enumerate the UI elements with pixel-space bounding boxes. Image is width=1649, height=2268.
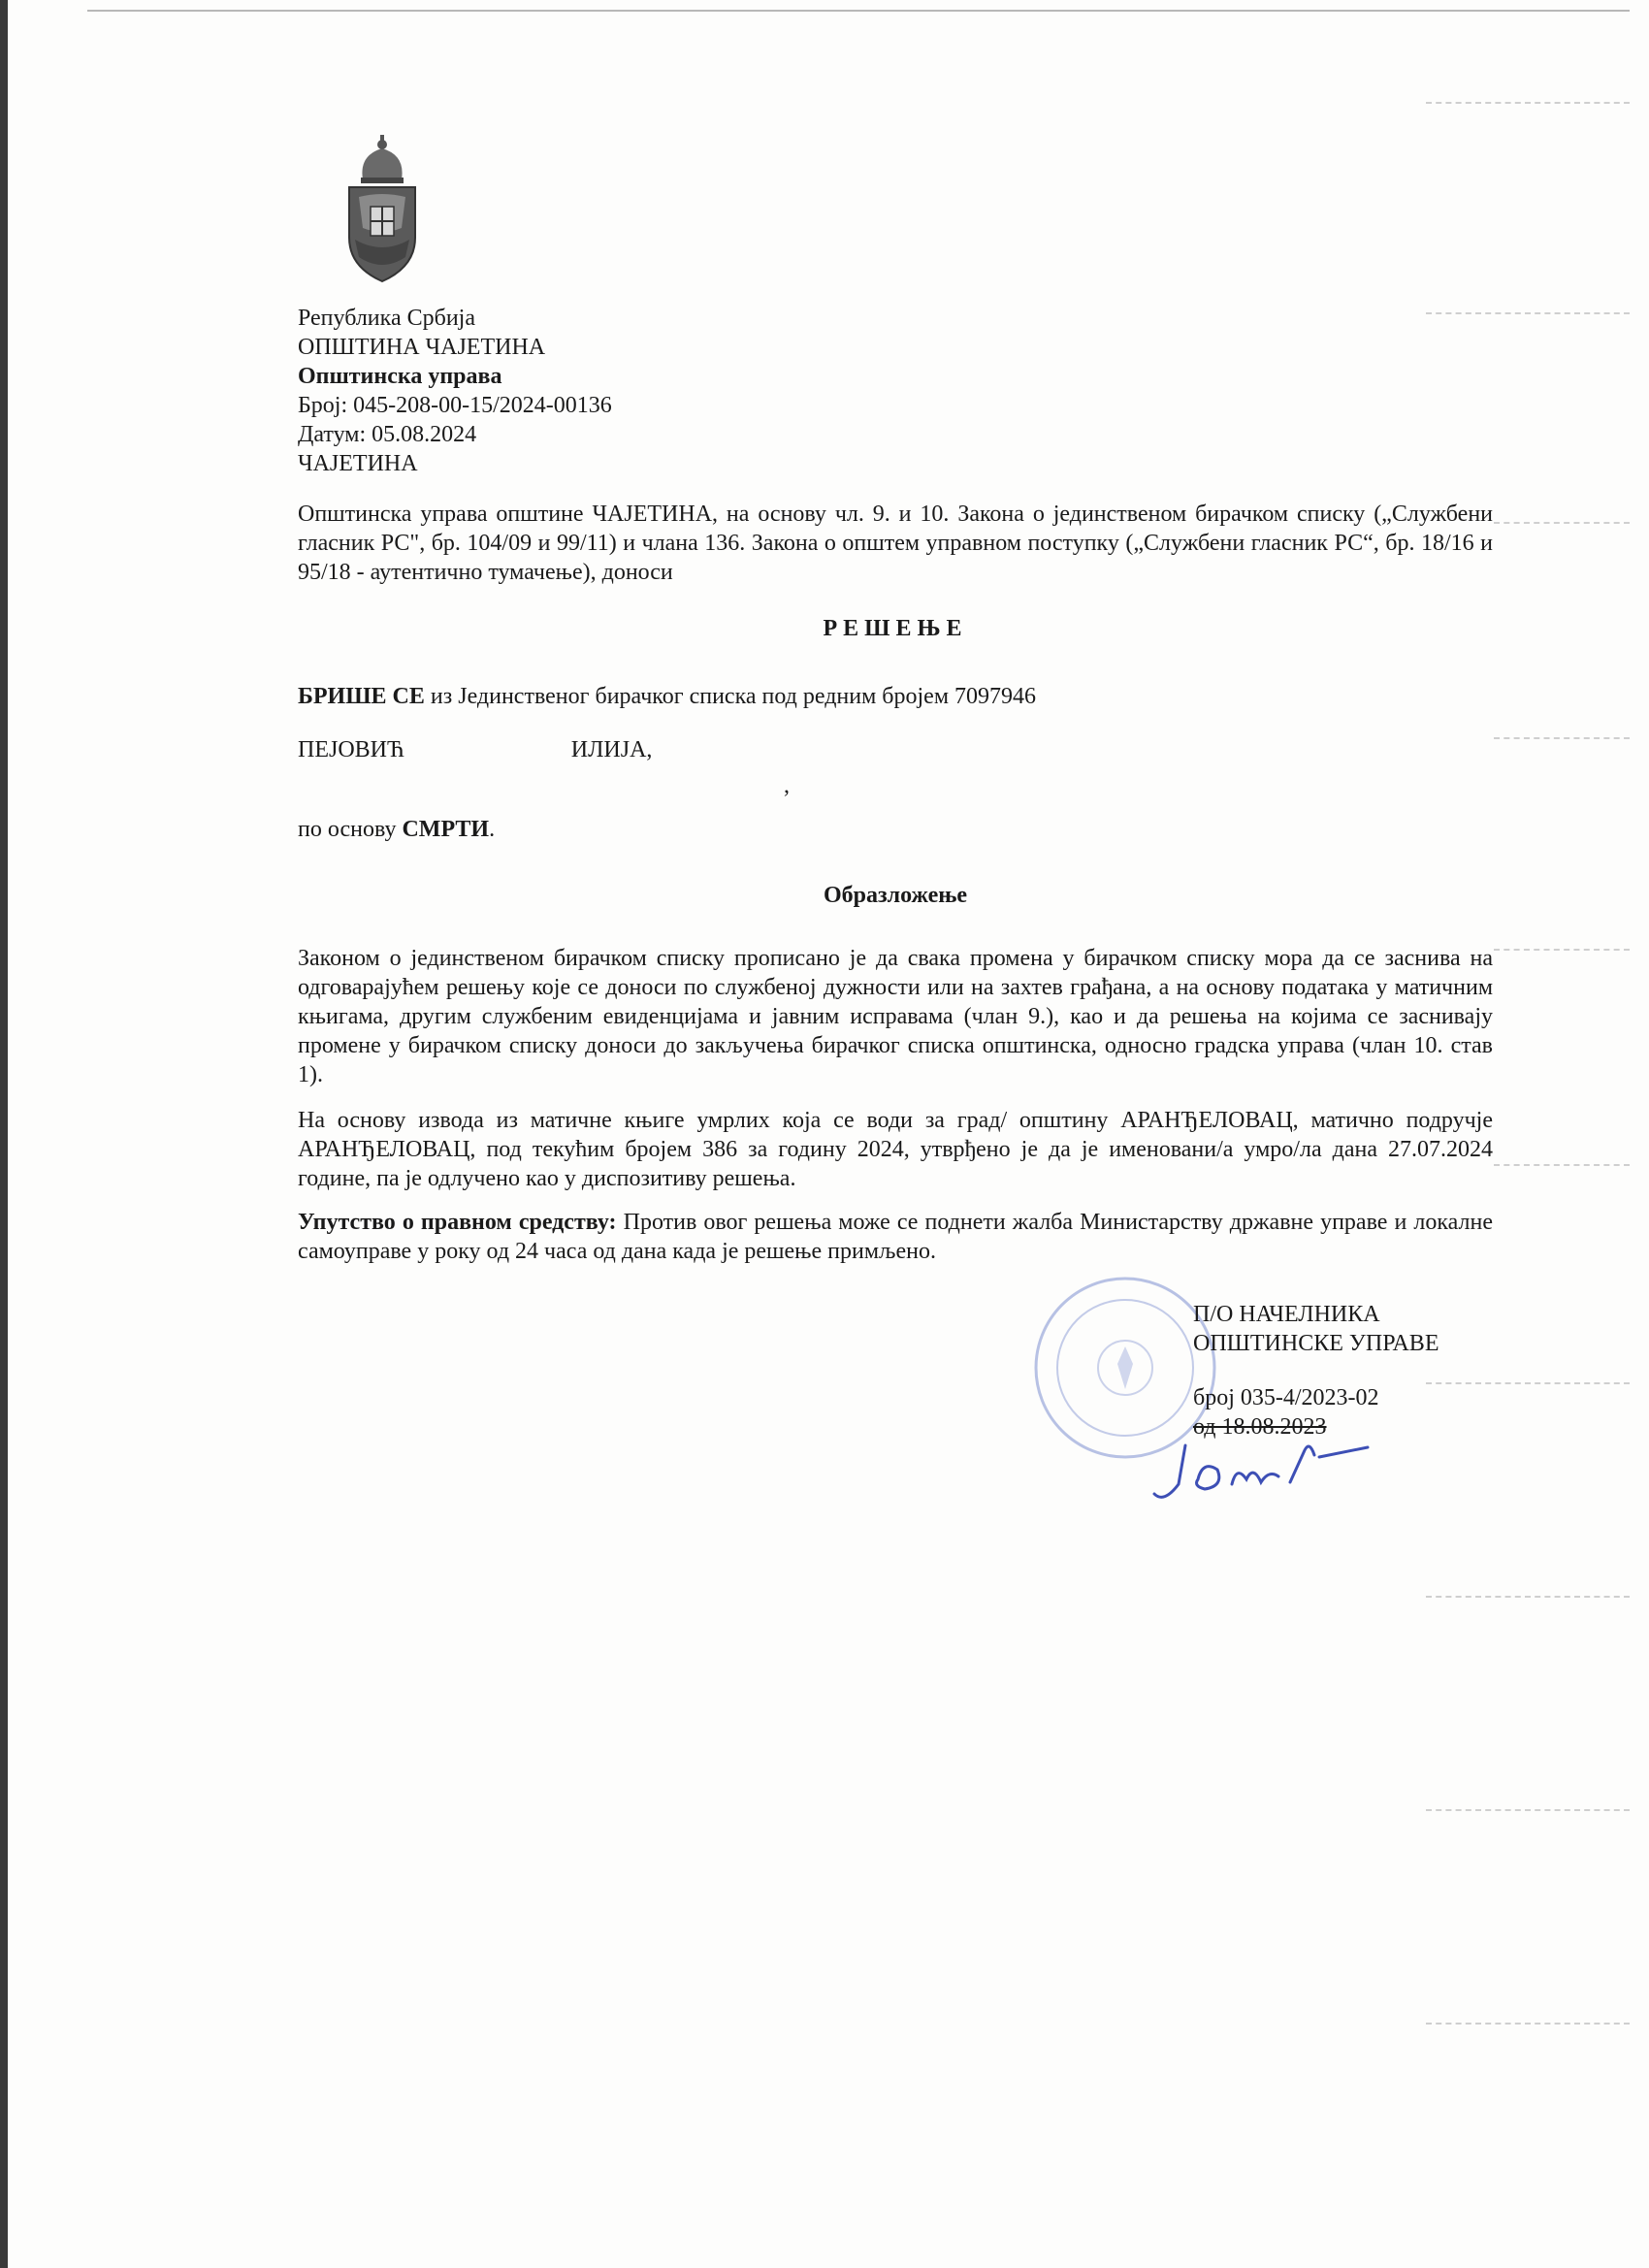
signature-decision-date: од 18.08.2023 [1193,1414,1327,1440]
header-administration: Општинска управа [298,364,502,389]
scan-edge-top [87,10,1630,12]
scan-artifact [1426,2023,1630,2026]
intro-paragraph: Општинска управа општине ЧАЈЕТИНА, на основу чл. 9. и 10. Закона о јединственом бирачком списку („Службени гласник РС", бр. 104/09 и 99/11) и члана 136. Закона о општем управном поступку („Службени гласник РС“, бр. 18/16 и 95/18 - аутентично тумачење), доноси [298,502,1493,585]
reasoning-title: Образложење [823,883,968,908]
legal-remedy-label: Упутство о правном средству: [298,1210,617,1235]
legal-remedy-instruction [298,1208,1493,1266]
scan-edge-left [0,0,8,2268]
scan-artifact [1426,1382,1630,1386]
basis-reason: СМРТИ [402,817,490,842]
decision-text: из Јединственог бирачког списка под редним бројем 7097946 [424,684,1037,709]
basis-line [298,815,495,844]
scan-artifact [1426,1809,1630,1813]
signature-line-2: ОПШТИНСКЕ УПРАВЕ [1193,1331,1439,1356]
header-country: Република Србија [298,306,475,331]
scan-artifact [1494,1164,1630,1168]
basis-suffix: . [489,817,496,842]
scan-artifact [1426,1596,1630,1600]
signature-line-1: П/О НАЧЕЛНИКА [1193,1302,1380,1327]
header-municipality: ОПШТИНА ЧАЈЕТИНА [298,335,546,360]
person-redacted-comma: , [784,773,790,798]
handwritten-signature-icon [1145,1426,1377,1513]
header-date: Датум: 05.08.2024 [298,422,477,447]
person-surname: ПЕЈОВИЋ [298,737,404,762]
person-line [298,735,652,764]
legal-remedy-text: Против овог решења може се поднети жалба Министарству државне управе и локалне самоуправе у року од 24 часа од дана када је решење примљено. [298,1210,1493,1264]
decision-line [298,682,1036,711]
scan-artifact [1494,522,1630,526]
header-reference-number: Број: 045-208-00-15/2024-00136 [298,393,612,418]
coat-of-arms-icon [341,131,424,286]
reasoning-paragraph-2: На основу извода из матичне књиге умрлих која се води за град/ општину АРАНЂЕЛОВАЦ, матично подручје АРАНЂЕЛОВАЦ, под текућим бројем 386 за годину 2024, утврђено је да је именовани/а умро/ла дана 27.07.2024 године, па је одлучено као у диспозитиву решења. [298,1108,1493,1191]
basis-prefix: по основу [298,817,403,842]
person-name: ИЛИЈА, [570,737,653,762]
signature-decision-number: број 035-4/2023-02 [1193,1385,1379,1410]
scan-artifact [1494,737,1630,741]
scan-artifact [1426,102,1630,106]
reasoning-paragraph-1: Законом о јединственом бирачком списку прописано је да свака промена у бирачком списку мора да се заснива на одговарајућем решењу које се доноси по службеној дужности или на захтев грађана, а на основу података у матичним књигама, другим службеним евиденцијама и јавним исправама (члан 9.), као и да решења на којима се заснивају промене у бирачком списку доноси до закључења бирачког списка општинска, односно градска управа (члан 10. став 1). [298,946,1493,1087]
decision-lead: БРИШЕ СЕ [298,684,425,709]
scan-artifact [1494,949,1630,953]
header-city: ЧАЈЕТИНА [298,451,418,476]
signature-block [1193,1300,1439,1442]
document-header [298,304,612,478]
scan-artifact [1426,312,1630,316]
document-title: РЕШЕЊЕ [823,616,968,641]
